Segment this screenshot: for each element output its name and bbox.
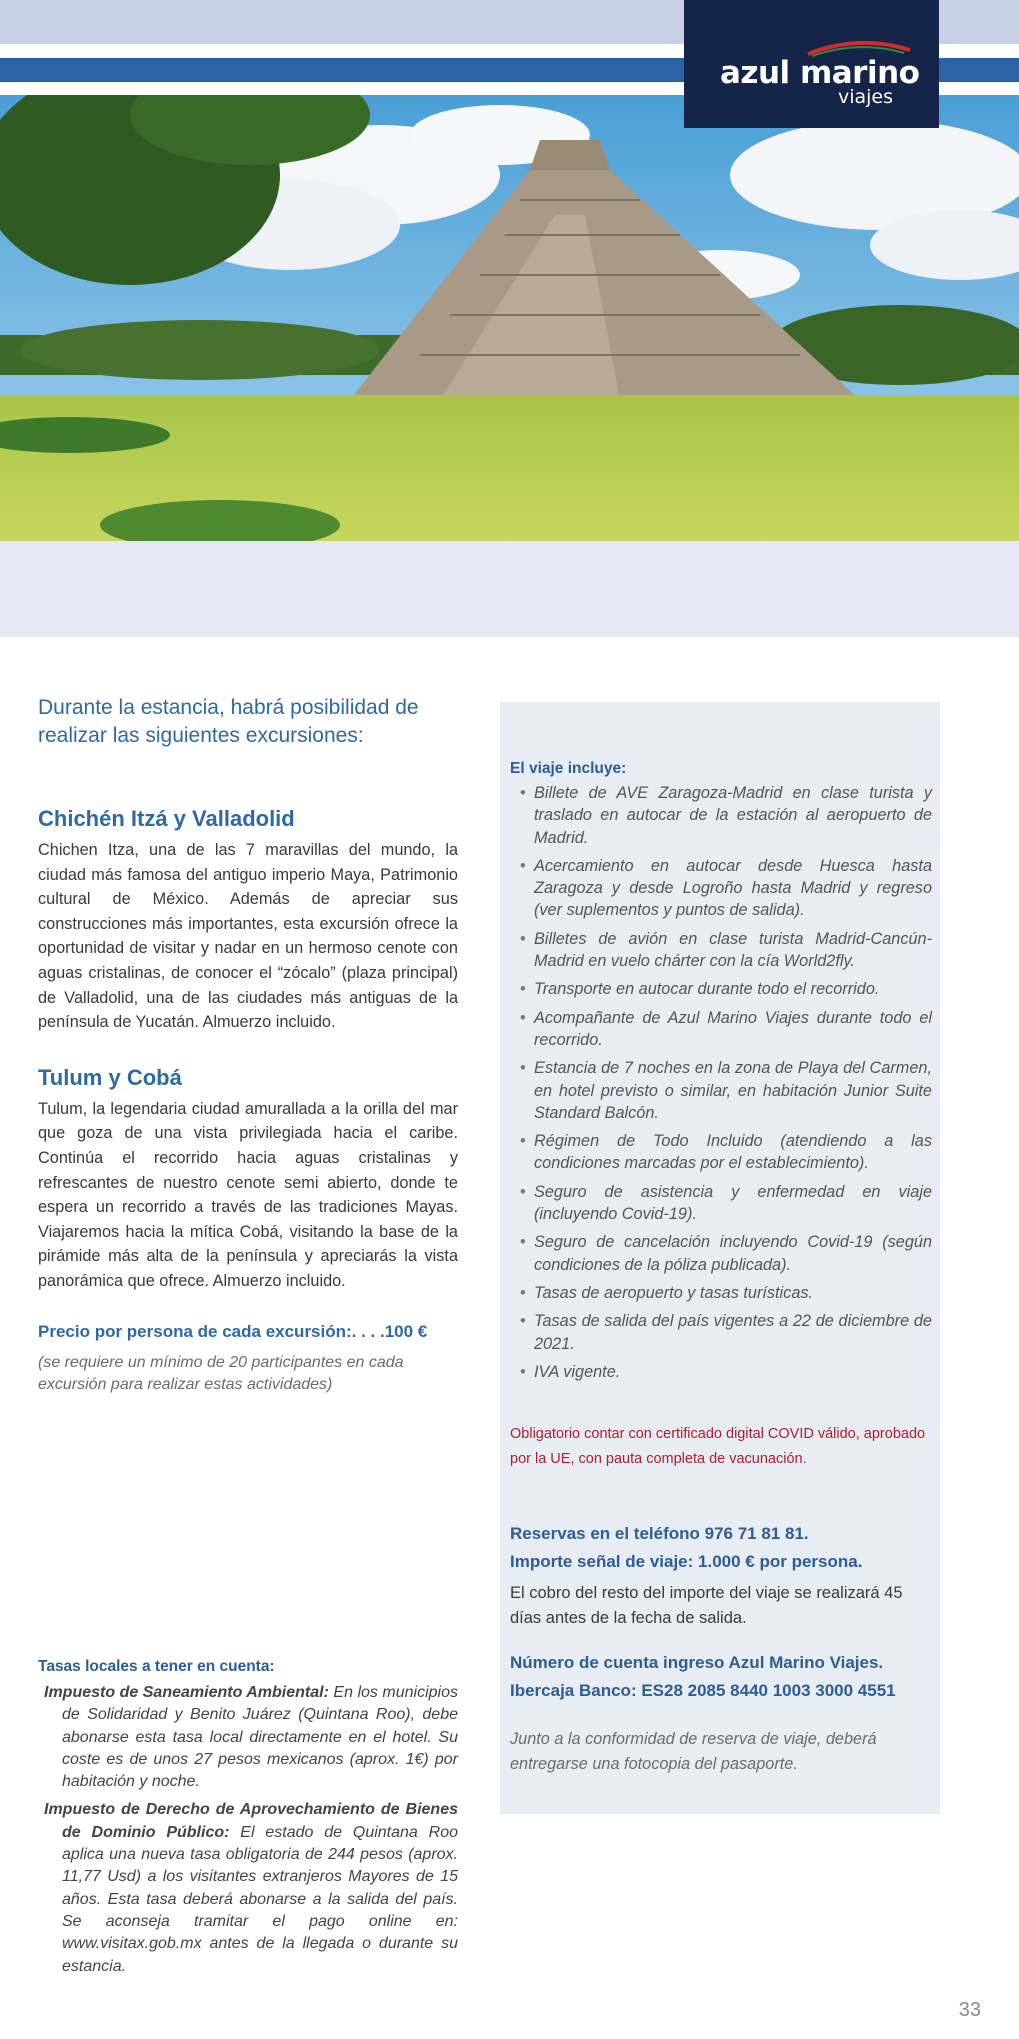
list-item: • Régimen de Todo Incluido (atendiendo a las condiciones marcadas por el establecimiento). [510, 1130, 932, 1175]
list-item: • Estancia de 7 noches en la zona de Playa del Carmen, en hotel previsto o similar, en habitación Junior Suite Standard Balcón. [510, 1057, 932, 1124]
list-item: • Transporte en autocar durante todo el recorrido. [510, 978, 932, 1000]
bank-account-label: Número de cuenta ingreso Azul Marino Viajes. [510, 1653, 884, 1672]
tax-item-label: Impuesto de Derecho de Aprovechamiento de Bienes de Dominio Público: [44, 1801, 458, 1841]
tax-item-text: En los municipios de Solidaridad y Benito Juárez (Quintana Roo), debe abonarse esta tasa local directamente en el hotel. Su coste es de unos 27 pesos mexicanos (aprox. 1€) por habitación y noche. [62, 1684, 458, 1791]
excursions-column [38, 694, 458, 1397]
list-item: • Seguro de asistencia y enfermedad en viaje (incluyendo Covid-19). [510, 1181, 932, 1226]
excursion-price: Precio por persona de cada excursión:. . . .100 € [38, 1321, 428, 1341]
list-item: • Seguro de cancelación incluyendo Covid-19 (según condiciones de la póliza publicada). [510, 1231, 932, 1276]
tax-item [38, 1799, 458, 1977]
booking-deposit: Importe señal de viaje: 1.000 € por persona. [510, 1552, 863, 1571]
trip-includes [510, 760, 932, 1389]
covid-notice: Obligatorio contar con certificado digital COVID válido, aprobado por la UE, con pauta completa de vacunación. [510, 1426, 926, 1467]
bank-account-number: Ibercaja Banco: ES28 2085 8440 1003 3000 4551 [510, 1681, 896, 1700]
excursion-title-chichen: Chichén Itzá y Valladolid [38, 806, 295, 831]
list-item: • Acompañante de Azul Marino Viajes durante todo el recorrido. [510, 1007, 932, 1052]
booking-phone: Reservas en el teléfono 976 71 81 81. [510, 1524, 809, 1543]
tax-item [38, 1682, 458, 1793]
page-number: 33 [958, 1999, 981, 2021]
list-item: • Tasas de salida del país vigentes a 22 de diciembre de 2021. [510, 1310, 932, 1355]
includes-list [510, 782, 932, 1383]
excursion-text-chichen: Chichen Itza, una de las 7 maravillas del mundo, la ciudad más famosa del antiguo imperio Maya, Patrimonio cultural de México. Además de apreciar sus construcciones más importantes, esta excursión ofrece la oportunidad de visitar y nadar en un hermoso cenote con aguas cristalinas, de conocer el “zócalo” (plaza principal) de Valladolid, una de las ciudades más antiguas de la península de Yucatán. Almuerzo incluido. [38, 841, 458, 1032]
excursion-price-note: (se requiere un mínimo de 20 participantes en cada excursión para realizar estas actividades) [38, 1353, 404, 1393]
brand-name: azul marino [720, 55, 920, 91]
booking-payment: El cobro del resto del importe del viaje se realizará 45 días antes de la fecha de salida. [510, 1584, 903, 1627]
booking-info [510, 1520, 932, 1777]
local-taxes [38, 1658, 458, 1984]
taxes-title: Tasas locales a tener en cuenta: [38, 1658, 275, 1675]
brand-sub: viajes [837, 86, 893, 108]
excursion-title-tulum: Tulum y Cobá [38, 1064, 182, 1090]
tax-item-text: El estado de Quintana Roo aplica una nueva tasa obligatoria de 244 pesos (aprox. 11,77 Usd) a los visitantes extranjeros Mayores de 15 años. Esta tasa deberá abonarse a la salida del país. Se aconseja tramitar el pago online en: www.visitax.gob.mx antes de la llegada o durante su estancia. [62, 1823, 458, 1975]
tax-item-label: Impuesto de Saneamiento Ambiental: [44, 1684, 329, 1701]
list-item: • Acercamiento en autocar desde Huesca hasta Zaragoza y desde Logroño hasta Madrid y regreso (ver suplementos y puntos de salida). [510, 855, 932, 922]
brand-logo [684, 0, 939, 128]
list-item: • Billete de AVE Zaragoza-Madrid en clase turista y traslado en autocar de la estación al aeropuerto de Madrid. [510, 782, 932, 849]
includes-title: El viaje incluye: [510, 760, 627, 777]
list-item: • Billetes de avión en clase turista Madrid-Cancún-Madrid en vuelo chárter con la cía World2fly. [510, 928, 932, 973]
list-item: • Tasas de aeropuerto y tasas turísticas. [510, 1282, 932, 1304]
excursion-text-tulum: Tulum, la legendaria ciudad amurallada a la orilla del mar que goza de una vista privilegiada hacia el caribe. Continúa el recorrido hacia aguas cristalinas y refrescantes de nuestro cenote semi abierto, donde te espera un recorrido a través de las tradiciones Mayas. Viajaremos hacia la mítica Cobá, visitando la base de la pirámide más alta de la península y apreciarás la vista panorámica que ofrece. Almuerzo incluido. [38, 1099, 458, 1290]
list-item: • IVA vigente. [510, 1361, 932, 1383]
excursions-intro: Durante la estancia, habrá posibilidad de realizar las siguientes excursiones: [38, 696, 419, 747]
passport-note: Junto a la conformidad de reserva de viaje, deberá entregarse una fotocopia del pasaporte. [510, 1730, 877, 1773]
hero-caption-band [0, 541, 1019, 637]
hero-photo-pyramid [0, 95, 1019, 541]
